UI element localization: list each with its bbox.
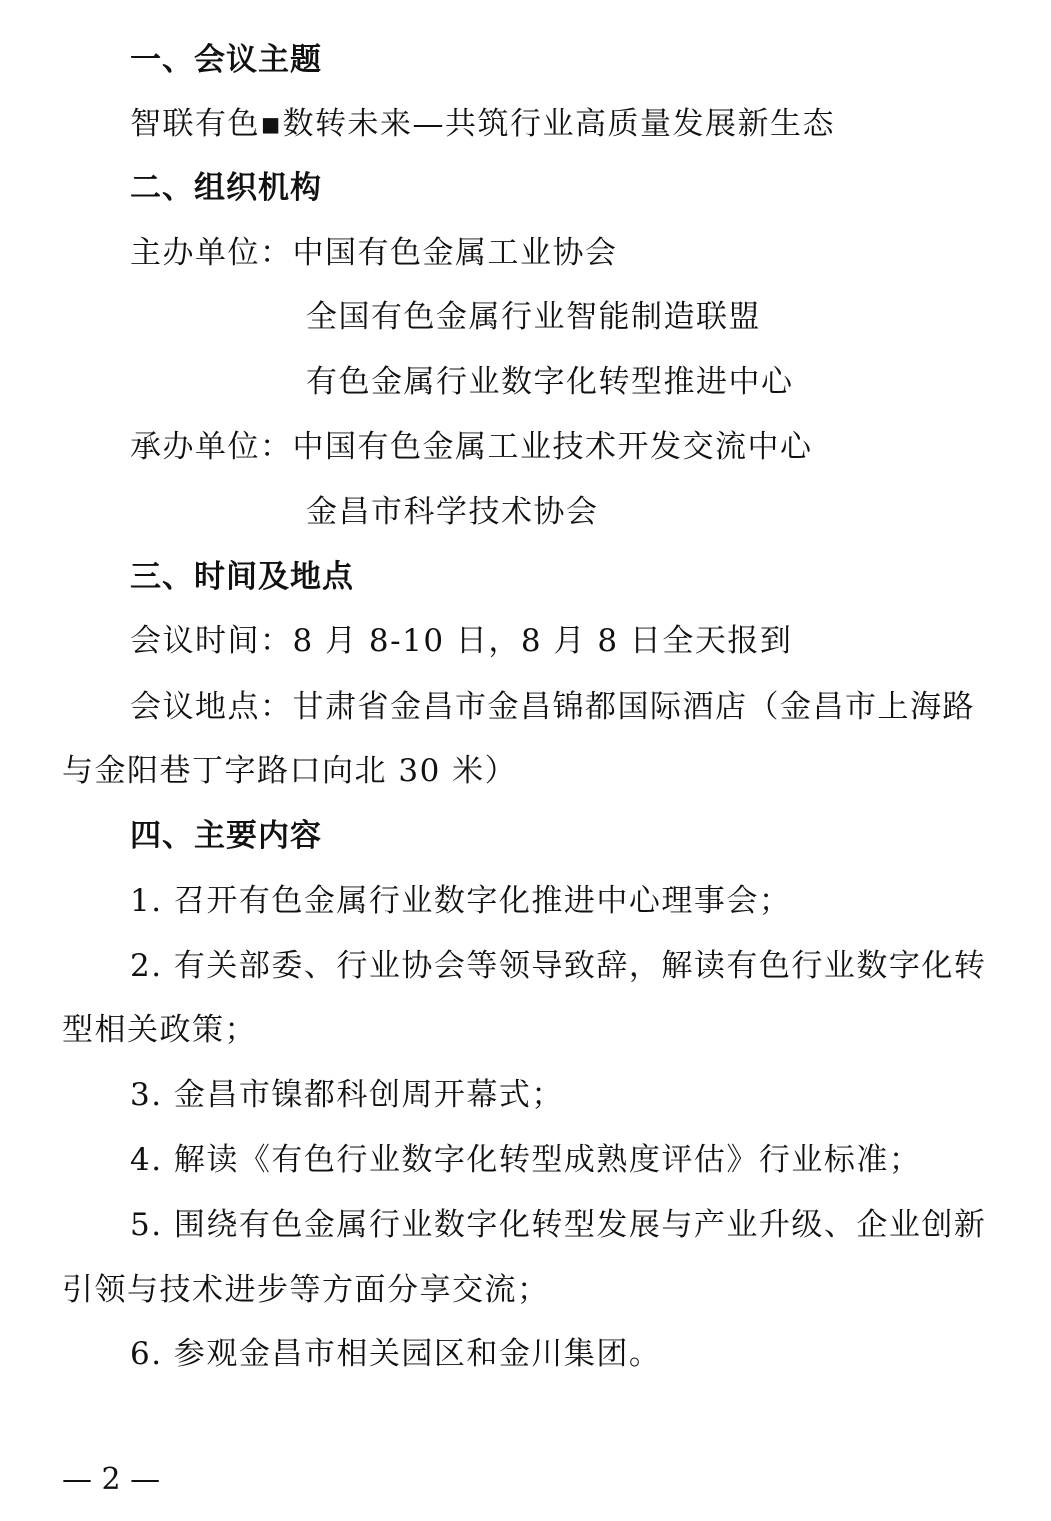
meeting-place-line1: 会议地点：甘肃省金昌市金昌锦都国际酒店（金昌市上海路 <box>130 689 975 725</box>
host-units-line: 主办单位：中国有色金属工业协会 <box>130 235 618 271</box>
host-unit-3: 有色金属行业数字化转型推进中心 <box>306 364 794 400</box>
organizer-units-line: 承办单位：中国有色金属工业技术开发交流中心 <box>130 429 813 465</box>
section-heading-time-place: 三、时间及地点 <box>130 559 354 595</box>
theme-text: 智联有色▪数转未来—共筑行业高质量发展新生态 <box>130 106 836 142</box>
content-item-4: 4. 解读《有色行业数字化转型成熟度评估》行业标准； <box>130 1142 922 1178</box>
content-item-1: 1. 召开有色金属行业数字化推进中心理事会； <box>130 883 792 919</box>
content-item-2-line1: 2. 有关部委、行业协会等领导致辞，解读有色行业数字化转 <box>130 948 987 984</box>
content-item-3: 3. 金昌市镍都科创周开幕式； <box>130 1077 564 1113</box>
host-unit-2: 全国有色金属行业智能制造联盟 <box>306 299 761 335</box>
section-heading-organization: 二、组织机构 <box>130 170 322 206</box>
content-item-6: 6. 参观金昌市相关园区和金川集团。 <box>130 1336 662 1372</box>
meeting-time: 会议时间：8 月 8-10 日，8 月 8 日全天报到 <box>130 623 793 659</box>
page-number: — 2 — <box>62 1462 161 1497</box>
content-item-2-line2: 型相关政策； <box>62 1012 257 1048</box>
organizer-unit-2: 金昌市科学技术协会 <box>306 494 599 530</box>
meeting-place-line2: 与金阳巷丁字路口向北 30 米） <box>62 753 518 789</box>
section-heading-content: 四、主要内容 <box>130 818 322 854</box>
content-item-5-line1: 5. 围绕有色金属行业数字化转型发展与产业升级、企业创新 <box>130 1207 987 1243</box>
section-heading-theme: 一、会议主题 <box>130 42 322 78</box>
content-item-5-line2: 引领与技术进步等方面分享交流； <box>62 1272 550 1308</box>
